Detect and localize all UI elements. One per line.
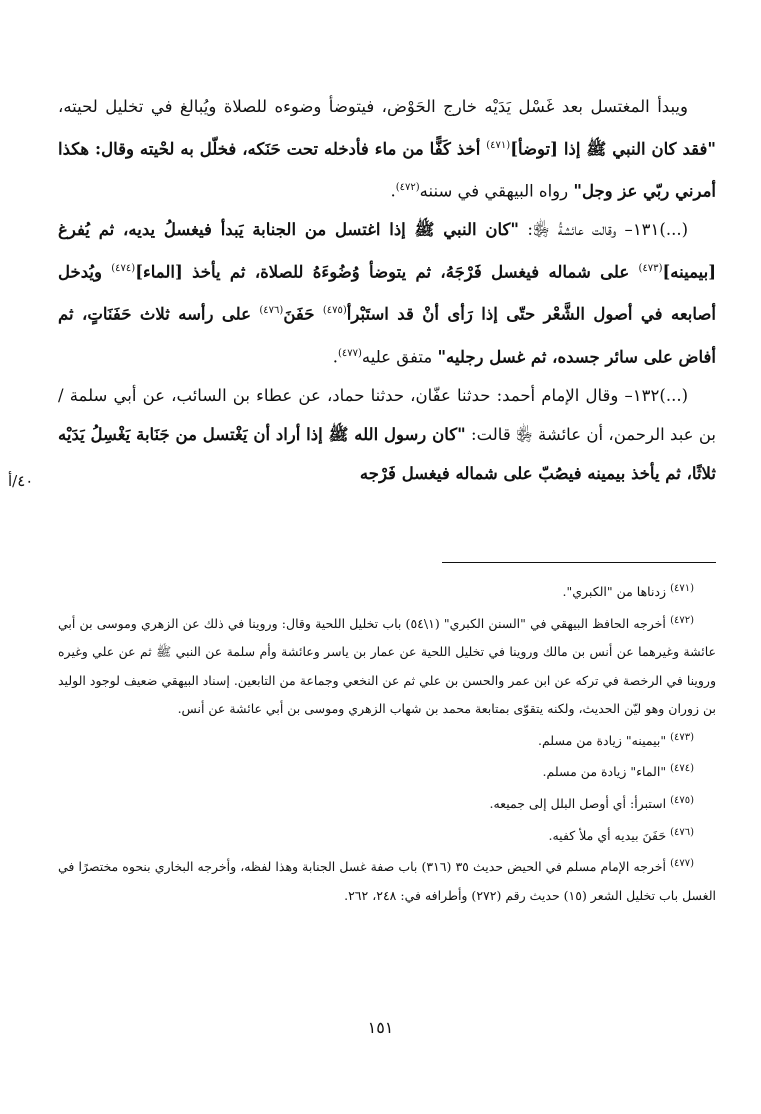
paragraph-3 (58, 377, 716, 493)
hadith-quote: ويُدخل أصابعه في أصول الشَّعْر حتّى إذا رَأى أنْ قد استَبْرأ (58, 262, 717, 324)
text-run: (...)١٣٢– وقال الإمام أحمد: حدثنا عفّان، حدثنا حماد، عن عطاء بن السائب، عن أبي سلمة / بن عبد الرحمن، أن عائشة ﵂ قالت: (58, 386, 716, 444)
footnote-number: (٤٧٥) (670, 795, 694, 807)
paragraph-1 (58, 88, 716, 211)
footnote-text: حَفَنَ بيديه أي ملأ كفيه. (548, 827, 671, 843)
footnote-separator (442, 562, 716, 563)
footnote-number: (٤٧٧) (670, 858, 694, 870)
footnote-text: أخرجه الحافظ البيهقي في "السنن الكبري" (١\٥٤) باب تخليل اللحية وقال: وروينا في ذلك عن الزهري وموسى بن أبي عائشة وغيرهما عن أنس بن مالك وروينا في تخليل اللحية عن عمار بن ياسر وعائشة وأم سلمة عن النبي ﷺ ثم عن علي وغيره وروينا في الرخصة في تركه عن ابن عمر والحسن بن علي ثم عن النخعي وجماعة من التابعين. إسناد البيهقي ضعيف لوجود الوليد بن زوران وهو ليّن الحديث، ولكنه يتقوّى بمتابعة محمد بن شهاب الزهري وموسى بن أبي عائشة عن أنس. (58, 615, 716, 717)
hadith-quote: "كان النبي ﷺ إذا اغتسل من الجنابة يَبدأ فيغسلُ يديه، ثم يُفرغ [بيمينه] (58, 220, 716, 282)
footnote-ref: (٤٧٣) (638, 263, 663, 275)
text-run: (...)١٣١– وقالت عائشةُ ﵂: (519, 220, 689, 240)
footnote (58, 819, 716, 851)
footnote-text: زدناها من "الكبري". (562, 584, 671, 600)
text-run: . (390, 181, 396, 201)
text-run: رواه البيهقي في سننه (419, 181, 574, 201)
footnote (58, 607, 716, 724)
footnote-number: (٤٧٢) (670, 614, 694, 626)
text-run: . (332, 347, 338, 367)
page-number: ١٥١ (367, 1018, 394, 1037)
hadith-quote: "كان رسول الله ﷺ إذا أراد أن يَغْتسل من جَنَابة يَغْسِلُ يَدَيْه ثلاثًا، ثم يأخذ بيمينه فيصُبّ على شماله فيغسل فَرْجه (58, 424, 716, 483)
main-text (58, 88, 716, 493)
footnote (58, 850, 716, 910)
hadith-quote: على رأسه ثلاث حَفَنَاتٍ، ثم أفاض على سائر جسده، ثم غسل رجليه" (58, 304, 716, 367)
footnote (58, 755, 716, 787)
footnote-ref: (٤٧٤) (111, 263, 136, 275)
footnote-number: (٤٧٣) (670, 731, 694, 743)
hadith-quote: "فقد كان النبي ﷺ إذا [توضأ] (510, 139, 716, 159)
footnote-ref: (٤٧٧) (337, 347, 362, 359)
footnote-text: استبرأ: أي أوصل البلل إلى جميعه. (489, 796, 671, 812)
footnotes (58, 575, 716, 911)
footnote-ref: (٤٧٢) (395, 182, 420, 194)
text-run: ويبدأ المغتسل بعد غَسْل يَدَيْه خارج الحَوْض، فيتوضأ وضوءه للصلاة ويُبالغ في تخليل لحيته، (58, 97, 688, 116)
paragraph-2 (58, 211, 716, 377)
footnote-number: (٤٧١) (670, 583, 694, 594)
manuscript-folio-marker: ٤٠/أ (8, 472, 34, 490)
footnote-text: "الماء" زيادة من مسلم. (542, 764, 671, 780)
hadith-quote: أخذ كَفًّا من ماء فأدخله تحت حَنَكه، فخلّل به لحْيته وقال: هكذا أمرني ربّي عز وجل" (58, 139, 716, 201)
footnote-text: "بيمينه" زيادة من مسلم. (538, 732, 671, 748)
footnote-number: (٤٧٦) (670, 826, 694, 838)
footnote-ref: (٤٧٥) (322, 305, 347, 317)
footnote (58, 724, 716, 756)
hadith-quote: على شماله فيغسل فَرْجَهُ، ثم يتوضأ وُضُوءَهُ للصلاة، ثم يأخذ [الماء] (135, 262, 639, 282)
footnote-ref: (٤٧٦) (259, 305, 284, 317)
footnote-text: أخرجه الإمام مسلم في الحيض حديث ٣٥ (٣١٦) باب صفة غسل الجنابة وهذا لفظه، وأخرجه البخاري بنحوه مختصرًا في الغسل باب تخليل الشعر (١٥) حديث رقم (٢٧٢) وأطرافه في: ٢٤٨، ٢٦٢. (58, 859, 716, 904)
footnote-ref: (٤٧١) (486, 139, 511, 151)
text-run: متفق عليه (361, 347, 438, 367)
hadith-quote: حَفَنَ (283, 304, 323, 324)
footnote (58, 575, 716, 607)
footnote (58, 787, 716, 819)
footnote-number: (٤٧٤) (670, 763, 694, 775)
